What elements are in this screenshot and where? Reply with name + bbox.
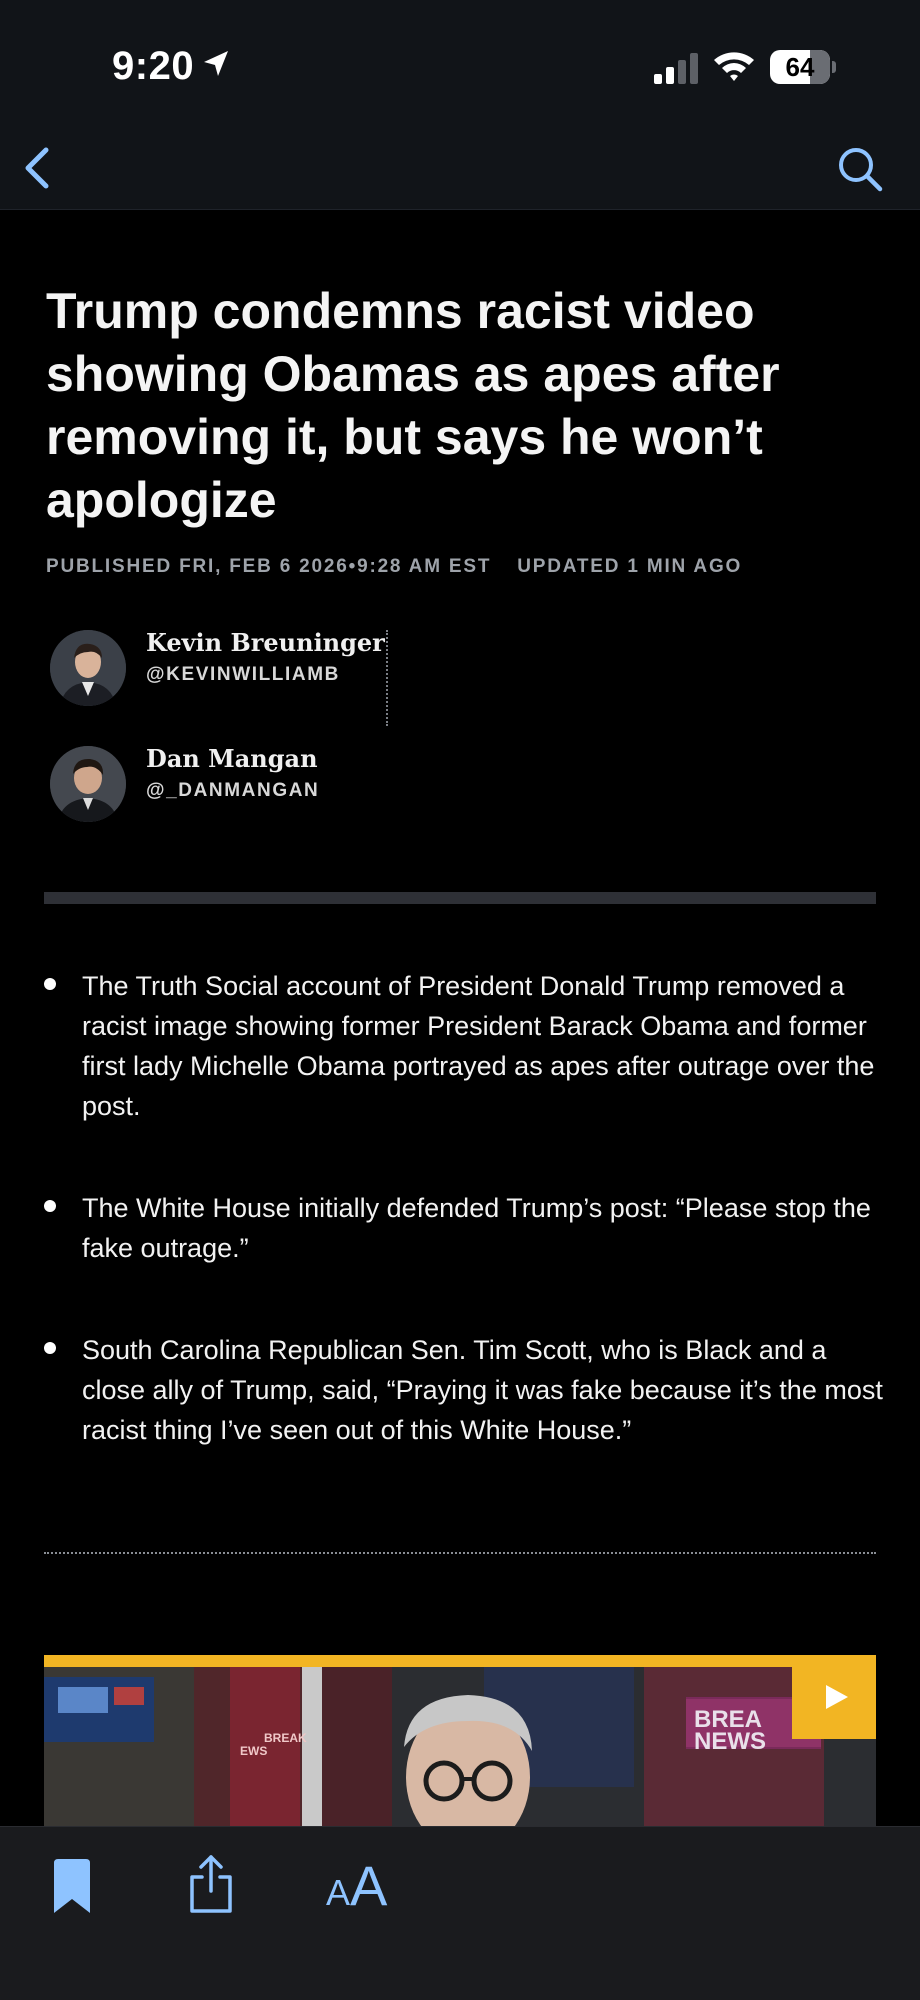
video-thumbnail — [44, 1667, 876, 1830]
svg-text:BREAK: BREAK — [264, 1731, 307, 1745]
text-size-button[interactable] — [326, 1853, 406, 1917]
video-play-button[interactable] — [792, 1655, 876, 1739]
author-dan-mangan[interactable] — [50, 744, 450, 824]
key-point: The White House initially defended Trump’s post: “Please stop the fake outrage.” — [44, 1188, 884, 1268]
author-handle[interactable]: @KEVINWILLIAMB — [146, 664, 340, 685]
article-headline: Trump condemns racist video showing Obamas as apes after removing it, but says he won’t apologize — [46, 283, 780, 528]
battery-icon — [770, 50, 836, 84]
author-divider — [386, 630, 388, 726]
search-button[interactable] — [832, 138, 888, 198]
author-kevin-breuninger[interactable] — [50, 628, 450, 708]
author-name: Kevin Breuninger — [146, 628, 385, 657]
bookmark-icon — [54, 1859, 90, 1913]
svg-text:BREA: BREA — [694, 1706, 763, 1733]
author-name: Dan Mangan — [146, 744, 318, 773]
key-point: South Carolina Republican Sen. Tim Scott, who is Black and a close ally of Trump, said, “Praying it was fake because it’s the most racist thing I’ve seen out of this White House.” — [44, 1330, 884, 1450]
play-icon — [826, 1685, 848, 1709]
avatar — [50, 630, 126, 706]
bottom-toolbar — [0, 1826, 920, 2000]
avatar — [50, 746, 126, 822]
text-size-small-icon: A — [326, 1872, 351, 1913]
search-icon — [841, 150, 880, 189]
svg-text:NEWS: NEWS — [694, 1728, 766, 1755]
key-points-list — [44, 966, 884, 1450]
text-size-large-icon: A — [350, 1854, 388, 1917]
updated-time: UPDATED 1 MIN AGO — [517, 556, 743, 577]
status-bar — [0, 0, 920, 130]
nav-bar — [0, 130, 920, 210]
chevron-left-icon — [28, 150, 46, 186]
wifi-icon — [712, 48, 756, 82]
status-time: 9:20 — [112, 44, 195, 88]
section-divider — [44, 892, 876, 904]
article-meta — [46, 556, 886, 578]
battery-level: 64 — [785, 52, 815, 82]
share-icon — [192, 1857, 230, 1911]
video-player[interactable] — [44, 1655, 876, 1830]
published-date: PUBLISHED FRI, FEB 6 2026•9:28 AM EST — [46, 556, 492, 577]
key-point: The Truth Social account of President Donald Trump removed a racist image showing former President Barack Obama and former first lady Michelle Obama portrayed as apes after outrage over the post. — [44, 966, 884, 1126]
dotted-divider — [44, 1552, 876, 1554]
back-button[interactable] — [18, 138, 58, 198]
bookmark-button[interactable] — [50, 1857, 94, 1917]
cellular-signal-icon — [652, 52, 700, 84]
video-accent-bar — [44, 1655, 876, 1667]
location-arrow-icon — [200, 48, 232, 80]
svg-text:EWS: EWS — [240, 1744, 268, 1758]
author-handle[interactable]: @_DANMANGAN — [146, 780, 320, 801]
share-button[interactable] — [186, 1853, 236, 1915]
